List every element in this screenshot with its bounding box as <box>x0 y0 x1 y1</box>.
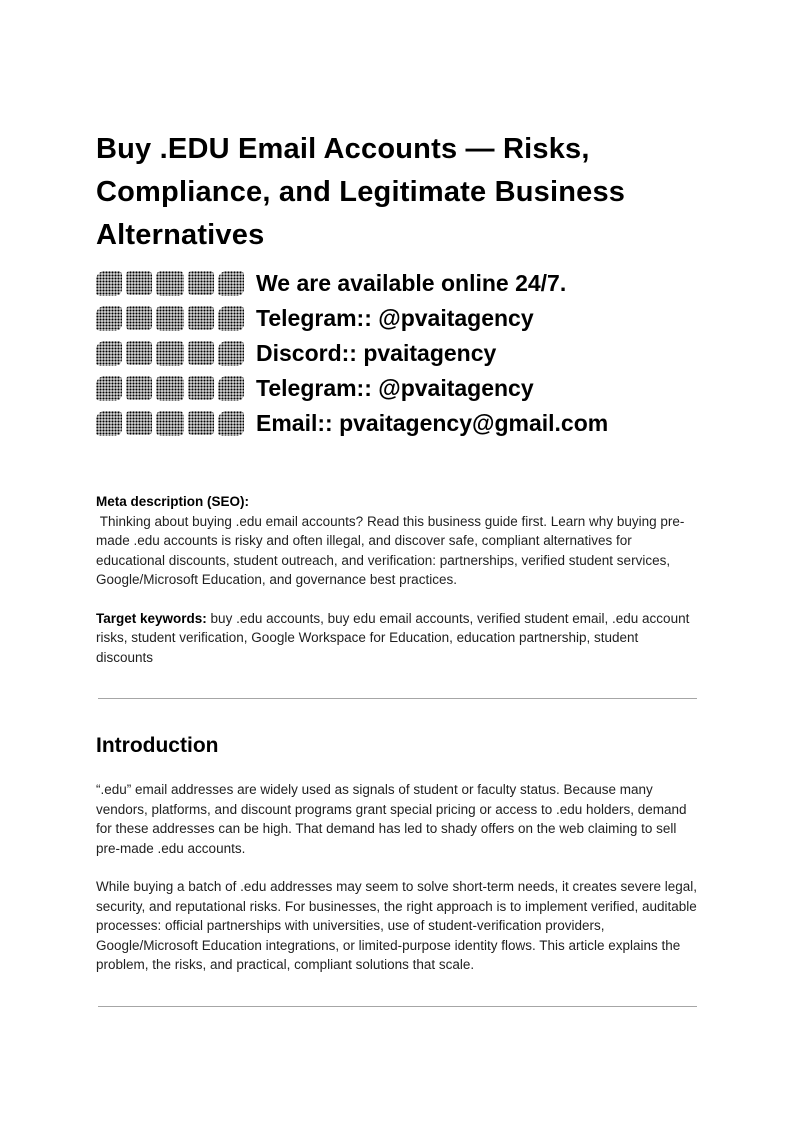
telephone-receiver-icon <box>126 271 152 295</box>
availability-text: We are available online 24/7. <box>256 269 567 296</box>
meta-description-label: Meta description (SEO): <box>96 494 250 509</box>
introduction-paragraph-2: While buying a batch of .edu addresses may seem to solve short-term needs, it creates severe legal, security, and reputational risks. For businesses, the right approach is to implement verified, auditable processes: official partnerships with universities, use of student-verification providers, Google/Microsoft Education integrations, or limited-purpose identity flows. This article explains the problem, the risks, and practical, compliant solutions that scale. <box>96 879 698 972</box>
speech-balloon-icon <box>188 341 214 365</box>
icon-row <box>96 271 244 296</box>
mobile-phone-arrow-icon <box>126 306 152 330</box>
introduction-paragraph-1: “.edu” email addresses are widely used as signals of student or faculty status. Because many vendors, platforms, and discount programs grant special pricing or access to .edu holders, demand for these addresses can be high. That demand has led to shady offers on the web claiming to sell pre-made .edu accounts. <box>96 782 687 856</box>
meta-description-body: Thinking about buying .edu email accounts? Read this business guide first. Learn why buying pre-made .edu accounts is risky and often illegal, and discover safe, compliant alternatives for educational discounts, student outreach, and verification: partnerships, verified student services, Google/Microsoft Education, and governance best practices. <box>96 513 685 587</box>
target-keywords-paragraph <box>96 609 698 668</box>
meta-description-paragraph <box>96 492 698 590</box>
icon-row <box>96 376 244 401</box>
game-controller-icon <box>156 341 184 366</box>
contact-line-telegram-1 <box>96 305 698 331</box>
inbox-tray-icon <box>218 306 244 331</box>
globe-icon <box>156 376 184 401</box>
introduction-heading: Introduction <box>96 734 219 757</box>
credit-card-icon <box>96 376 122 401</box>
rocket-icon <box>96 306 122 331</box>
desktop-computer-icon <box>218 411 244 436</box>
discord-handle-text: Discord:: pvaitagency <box>256 339 497 366</box>
contact-line-availability <box>96 270 698 296</box>
telegram-handle-text: Telegram:: @pvaitagency <box>256 374 534 401</box>
headphones-icon <box>96 341 122 366</box>
link-icon <box>188 306 214 330</box>
telegram-handle-text: Telegram:: @pvaitagency <box>256 304 534 331</box>
target-keywords-body: buy .edu accounts, buy edu email accounts, verified student email, .edu account risks, student verification, Google Workspace for Education, education partnership, student discounts <box>96 610 694 665</box>
horizontal-rule <box>98 1006 697 1007</box>
mobile-phone-icon <box>126 411 152 435</box>
desktop-computer-icon <box>156 306 184 331</box>
desktop-computer-icon <box>218 271 244 296</box>
target-keywords-label: Target keywords: <box>96 610 207 626</box>
flag-icon <box>156 411 184 436</box>
desktop-computer-icon <box>126 376 152 400</box>
keyboard-icon <box>96 411 122 436</box>
contact-line-email <box>96 410 698 436</box>
bell-icon <box>218 341 244 366</box>
icon-row <box>96 341 244 366</box>
fireworks-icon <box>96 271 122 296</box>
world-map-icon <box>126 341 152 365</box>
horizontal-rule <box>98 698 697 699</box>
magnifying-glass-icon <box>218 376 244 401</box>
contact-block <box>96 270 698 436</box>
thought-balloon-icon <box>188 271 214 295</box>
contact-line-discord <box>96 340 698 366</box>
briefcase-icon <box>188 411 214 435</box>
speech-balloon-icon <box>156 271 184 296</box>
page-title: Buy .EDU Email Accounts — Risks, Compliance, and Legitimate Business Alternatives <box>96 133 626 251</box>
contact-line-telegram-2 <box>96 375 698 401</box>
megaphone-icon <box>188 376 214 400</box>
icon-row <box>96 411 244 436</box>
icon-row <box>96 306 244 331</box>
email-address-text: Email:: pvaitagency@gmail.com <box>256 409 609 436</box>
